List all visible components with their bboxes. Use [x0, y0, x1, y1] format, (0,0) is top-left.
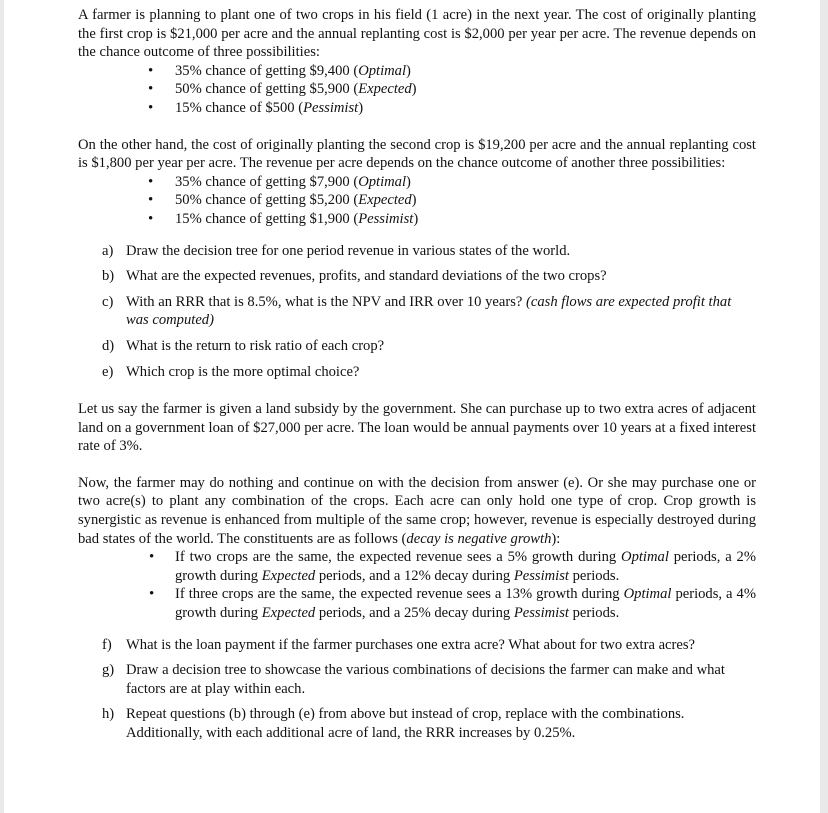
document-content [78, 6, 756, 750]
list-item: • If two crops are the same, the expected revenue sees a 5% growth during Optimal periods, a 2% growth during Expected periods, and a 12% decay during Pessimist periods. [149, 548, 756, 585]
question-h: h) Repeat questions (b) through (e) from above but instead of crop, replace with the combinations. Additionally, with each additional acre of land, the RRR increases by 0.25%. [102, 706, 685, 741]
questions-f-h [78, 636, 756, 743]
list-item: • 35% chance of getting $7,900 (Optimal) [148, 173, 756, 192]
question-g: g) Draw a decision tree to showcase the various combinations of decisions the farmer can make and what factors are at play within each. [102, 662, 725, 697]
list-item: • If three crops are the same, the expected revenue sees a 13% growth during Optimal periods, a 4% growth during Expected periods, and a 25% decay during Pessimist periods. [149, 585, 756, 622]
crop2-outcomes [78, 173, 756, 229]
synergy-paragraph: Now, the farmer may do nothing and continue on with the decision from answer (e). Or she may purchase one or two acre(s) to plant any combination of the crops. Each acre can only hold one type of crop. Crop growth is synergistic as revenue is enhanced from multiple of the same crop; however, revenue is especially destroyed during bad states of the world. The constituents are as follows (decay is negative growth): [78, 474, 756, 547]
list-item: • 35% chance of getting $9,400 (Optimal) [148, 62, 756, 81]
document-page [4, 0, 820, 813]
question-f: f) What is the loan payment if the farmer purchases one extra acre? What about for two extra acres? [102, 636, 696, 653]
question-c: c) With an RRR that is 8.5%, what is the NPV and IRR over 10 years? (cash flows are expected profit that was computed) [102, 293, 732, 329]
subsidy-paragraph: Let us say the farmer is given a land subsidy by the government. She can purchase up to two extra acres of adjacent land on a government loan of $27,000 per acre. The loan would be annual payments over 10 years at a fixed interest rate of 3%. [78, 401, 756, 455]
crop2-intro: On the other hand, the cost of originally planting the second crop is $19,200 per acre and the annual replanting cost is $1,800 per year per acre. The revenue per acre depends on the chance outcome of another three possibilities: [78, 136, 756, 172]
crop1-outcomes [78, 62, 756, 118]
synergy-rules [78, 548, 756, 622]
question-b: b) What are the expected revenues, profits, and standard deviations of the two crops? [102, 268, 607, 285]
crop1-intro: A farmer is planning to plant one of two crops in his field (1 acre) in the next year. The cost of originally planting the first crop is $21,000 per acre and the annual replanting cost is $2,000 per year per acre. The revenue depends on the chance outcome of three possibilities: [78, 7, 756, 61]
question-a: a) Draw the decision tree for one period revenue in various states of the world. [102, 242, 571, 259]
list-item: • 15% chance of getting $1,900 (Pessimist) [148, 210, 756, 229]
list-item: • 15% chance of $500 (Pessimist) [148, 99, 756, 118]
list-item: • 50% chance of getting $5,200 (Expected) [148, 191, 756, 210]
question-d: d) What is the return to risk ratio of each crop? [102, 337, 385, 354]
question-e: e) Which crop is the more optimal choice? [102, 363, 360, 380]
questions-a-e [78, 242, 756, 382]
list-item: • 50% chance of getting $5,900 (Expected) [148, 80, 756, 99]
